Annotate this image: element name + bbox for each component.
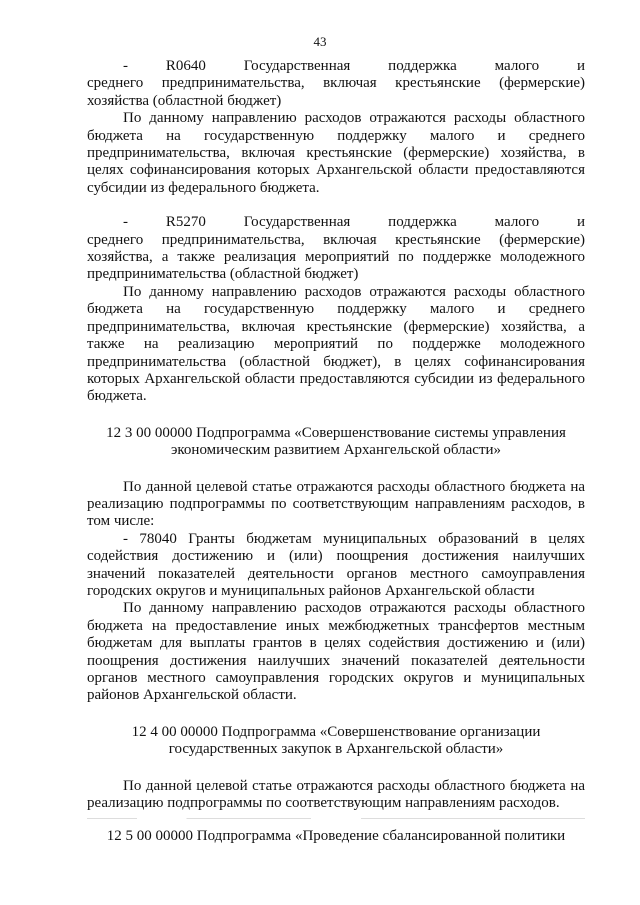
heading-line: 12 3 00 00000 Подпрограмма «Совершенствование системы управления xyxy=(106,424,566,441)
paragraph-12-3-intro: По данной целевой статье отражаются расходы областного бюджета на реализацию подпрограммы по соответствующим направлениям расходов, в том числе: xyxy=(87,478,585,530)
heading-line: 12 5 00 00000 Подпрограмма «Проведение сбалансированной политики xyxy=(106,828,566,845)
subprogram-heading-12-5 xyxy=(87,828,585,845)
paragraph-r5270-description: По данному направлению расходов отражаются расходы областного бюджета на государственную поддержку малого и среднего предпринимательства, включая крестьянские (фермерские) хозяйства, а также на реализацию мероприятий по поддержке молодежного предпринимательства (областной бюджет), в целях софинансирования которых Архангельской области предоставляются субсидии из федерального бюджета. xyxy=(87,283,585,405)
heading-line: 12 4 00 00000 Подпрограмма «Совершенствование организации xyxy=(131,723,541,740)
spacer xyxy=(87,705,585,724)
paragraph-12-4-intro: По данной целевой статье отражаются расходы областного бюджета на реализацию подпрограммы по соответствующим направлениям расходов. xyxy=(87,777,585,812)
heading-line: государственных закупок в Архангельской области» xyxy=(168,741,504,758)
subprogram-heading-12-4 xyxy=(87,724,585,759)
paragraph-78040-description: По данному направлению расходов отражаются расходы областного бюджета на предоставление иных межбюджетных трансфертов местным бюджетам для выплаты грантов в целях содействия достижению и (или) поощрения достижения наилучших значений показателей деятельности органов местного самоуправления городских округов и муниципальных районов Архангельской области. xyxy=(87,600,585,704)
page-number: 43 xyxy=(313,34,327,49)
spacer xyxy=(87,406,585,425)
spacer xyxy=(87,460,585,479)
faint-divider xyxy=(87,818,585,819)
paragraph-r0640-title: - R0640 Государственная поддержка малого и среднего предпринимательства, включая крестьянские (фермерские) хозяйства (областной бюджет) xyxy=(87,58,608,109)
heading-line: экономическим развитием Архангельской области» xyxy=(170,442,502,459)
spacer xyxy=(87,197,585,214)
document-body xyxy=(87,58,608,846)
paragraph-78040-title: - 78040 Гранты бюджетам муниципальных образований в целях содействия достижению и (или) поощрения достижения наилучших значений показателей деятельности органов местного самоуправления городских округов и муниципальных районов Архангельской области xyxy=(87,530,585,599)
paragraph-r0640-description: По данному направлению расходов отражаются расходы областного бюджета на государственную поддержку малого и среднего предпринимательства, включая крестьянские (фермерские) хозяйства, в целях софинансирования которых Архангельской области предоставляются субсидии из федерального бюджета. xyxy=(87,110,585,196)
spacer xyxy=(87,759,585,778)
subprogram-heading-12-3 xyxy=(87,425,585,460)
paragraph-r5270-title: - R5270 Государственная поддержка малого и среднего предпринимательства, включая крестьянские (фермерские) хозяйства, а также реализация мероприятий по поддержке молодежного предпринимательства (областной бюджет) xyxy=(87,214,608,283)
